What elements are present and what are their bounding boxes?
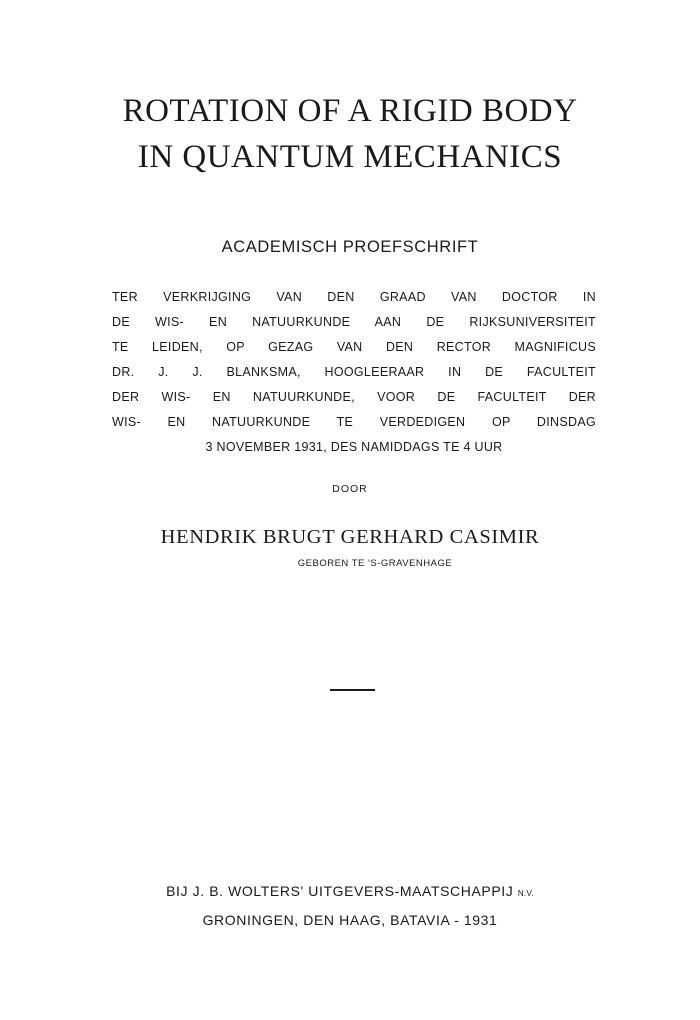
- book-title-line-1: ROTATION OF A RIGID BODY: [122, 93, 578, 129]
- publisher-name: BIJ J. B. WOLTERS' UITGEVERS-MAATSCHAPPIJ: [166, 883, 514, 899]
- dissertation-line: TE LEIDEN, OP GEZAG VAN DEN RECTOR MAGNIFICUS: [112, 340, 596, 354]
- dissertation-line: DER WIS- EN NATUURKUNDE, VOOR DE FACULTEIT DER: [112, 390, 596, 404]
- dissertation-line: WIS- EN NATUURKUNDE TE VERDEDIGEN OP DINSDAG: [112, 415, 596, 429]
- document-type: ACADEMISCH PROEFSCHRIFT: [221, 238, 479, 256]
- divider-rule: [330, 689, 375, 691]
- dissertation-line: DR. J. J. BLANKSMA, HOOGLEERAAR IN DE FACULTEIT: [112, 365, 596, 379]
- dissertation-line: TER VERKRIJGING VAN DEN GRAAD VAN DOCTOR IN: [112, 290, 596, 304]
- author-name: HENDRIK BRUGT GERHARD CASIMIR: [160, 526, 540, 548]
- dissertation-line: DE WIS- EN NATUURKUNDE AAN DE RIJKSUNIVERSITEIT: [112, 315, 596, 329]
- dissertation-line: 3 NOVEMBER 1931, DES NAMIDDAGS TE 4 UUR: [205, 440, 503, 454]
- by-label: DOOR: [332, 483, 368, 495]
- publisher-suffix: N.V.: [517, 889, 534, 898]
- author-birthplace: GEBOREN TE 'S-GRAVENHAGE: [297, 558, 453, 569]
- dissertation-statement: [112, 285, 596, 460]
- publisher-line-1: [0, 878, 700, 907]
- publisher-line-2: GRONINGEN, DEN HAAG, BATAVIA - 1931: [202, 912, 498, 928]
- publisher-imprint: [0, 878, 700, 933]
- book-title-line-2: IN QUANTUM MECHANICS: [137, 139, 563, 175]
- book-title: [0, 88, 700, 180]
